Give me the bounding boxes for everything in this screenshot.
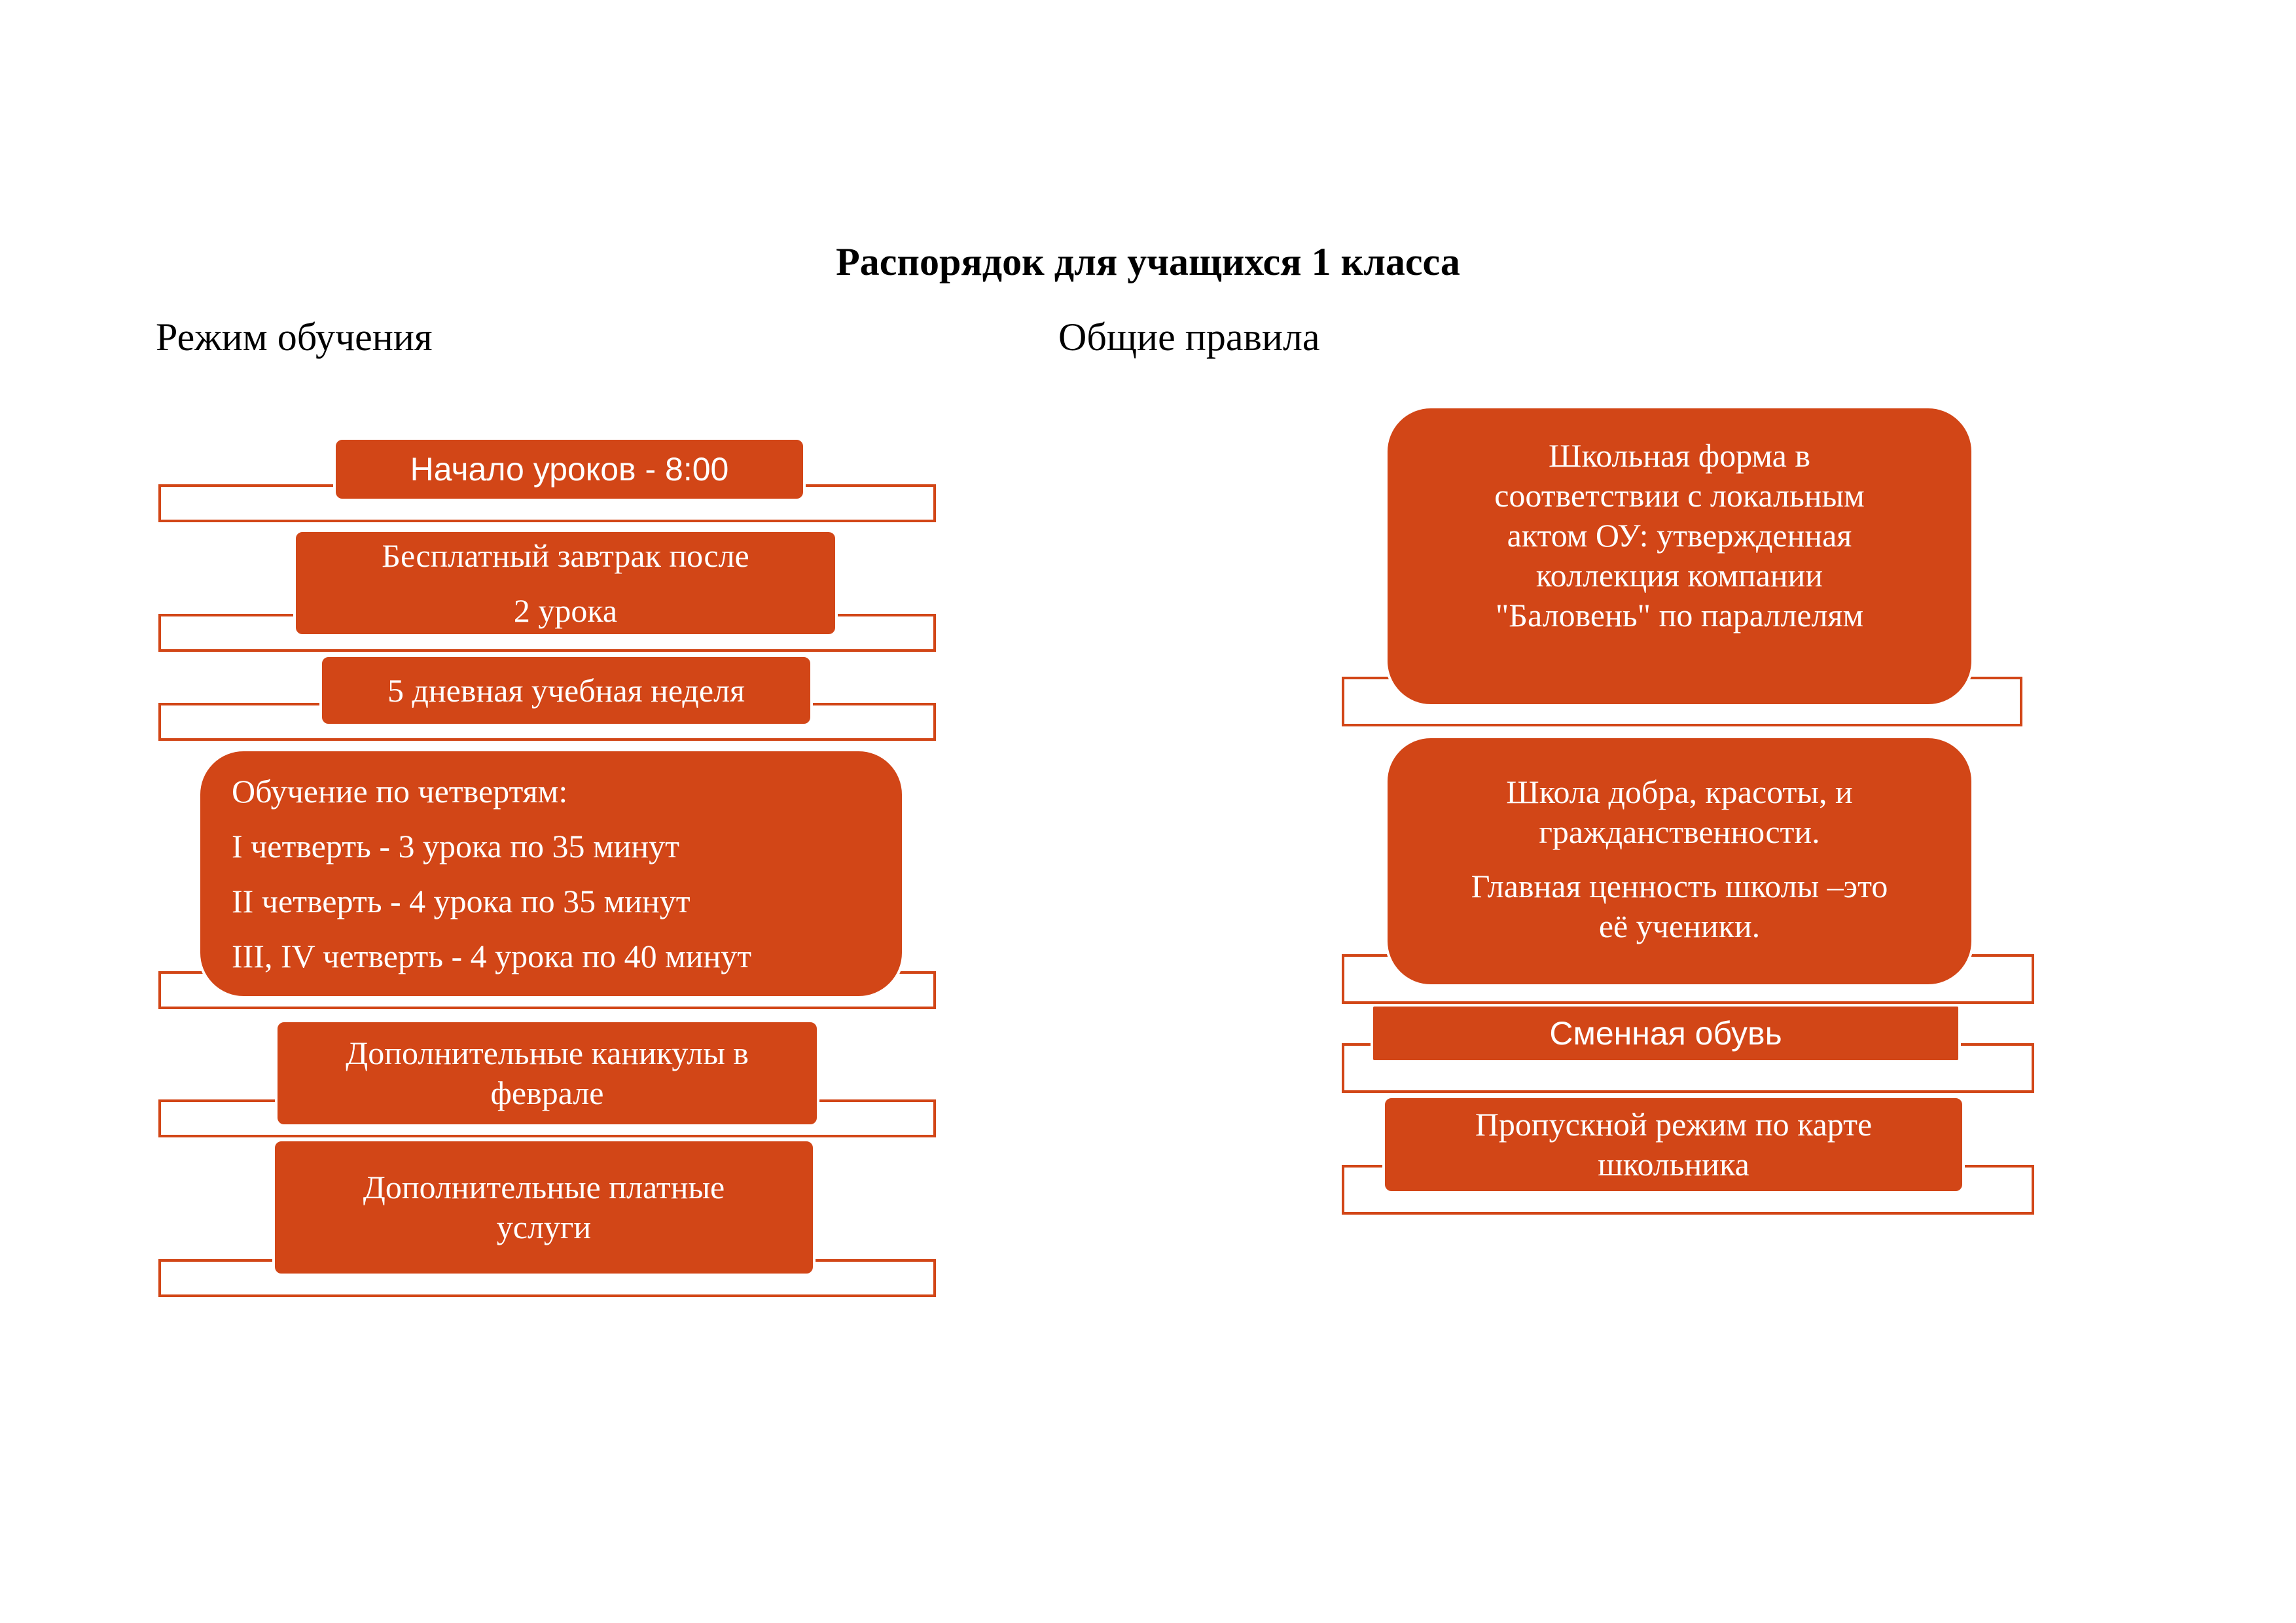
left-section-heading: Режим обучения — [156, 315, 433, 359]
values-box — [1385, 736, 1974, 987]
paid-services-box — [272, 1139, 816, 1276]
week-text: 5 дневная учебная неделя — [387, 671, 745, 709]
uniform-line-1: Школьная форма в — [1549, 437, 1810, 474]
uniform-line-4: коллекция компании — [1535, 557, 1823, 594]
quarters-line-4: III, IV четверть - 4 урока по 40 минут — [232, 938, 752, 974]
values-line-1: Школа добра, красоты, и — [1506, 774, 1853, 810]
lesson-start-box — [333, 437, 806, 501]
values-line-2: гражданственности. — [1539, 813, 1820, 850]
pass-box — [1382, 1096, 1965, 1194]
quarters-line-2: I четверть - 3 урока по 35 минут — [232, 828, 679, 865]
right-section-heading: Общие правила — [1058, 315, 1320, 359]
pass-line-2: школьника — [1598, 1146, 1749, 1183]
quarters-line-1: Обучение по четвертям: — [232, 773, 568, 810]
breakfast-box — [293, 529, 838, 637]
lesson-start-text: Начало уроков - 8:00 — [410, 450, 729, 488]
breakfast-line-2: 2 урока — [513, 592, 618, 629]
paid-services-line-2: услуги — [496, 1209, 592, 1245]
shoes-box — [1371, 1004, 1961, 1063]
paid-services-line-1: Дополнительные платные — [363, 1169, 725, 1205]
uniform-line-2: соответствии с локальным — [1494, 477, 1865, 514]
holidays-line-2: феврале — [490, 1075, 604, 1111]
uniform-line-3: актом ОУ: утвержденная — [1507, 517, 1852, 554]
holidays-box — [275, 1020, 819, 1127]
shoes-text: Сменная обувь — [1549, 1014, 1782, 1052]
uniform-box — [1385, 406, 1974, 707]
breakfast-line-1: Бесплатный завтрак после — [382, 537, 749, 574]
week-box — [319, 654, 813, 726]
quarters-box — [198, 749, 905, 999]
page-title: Распорядок для учащихся 1 класса — [836, 240, 1460, 283]
values-line-3: Главная ценность школы –это — [1471, 868, 1888, 904]
holidays-line-1: Дополнительные каникулы в — [346, 1035, 749, 1071]
uniform-line-5: "Баловень" по параллелям — [1495, 597, 1864, 633]
pass-line-1: Пропускной режим по карте — [1475, 1106, 1873, 1143]
values-line-4: её ученики. — [1598, 908, 1761, 944]
quarters-line-3: II четверть - 4 урока по 35 минут — [232, 883, 691, 919]
